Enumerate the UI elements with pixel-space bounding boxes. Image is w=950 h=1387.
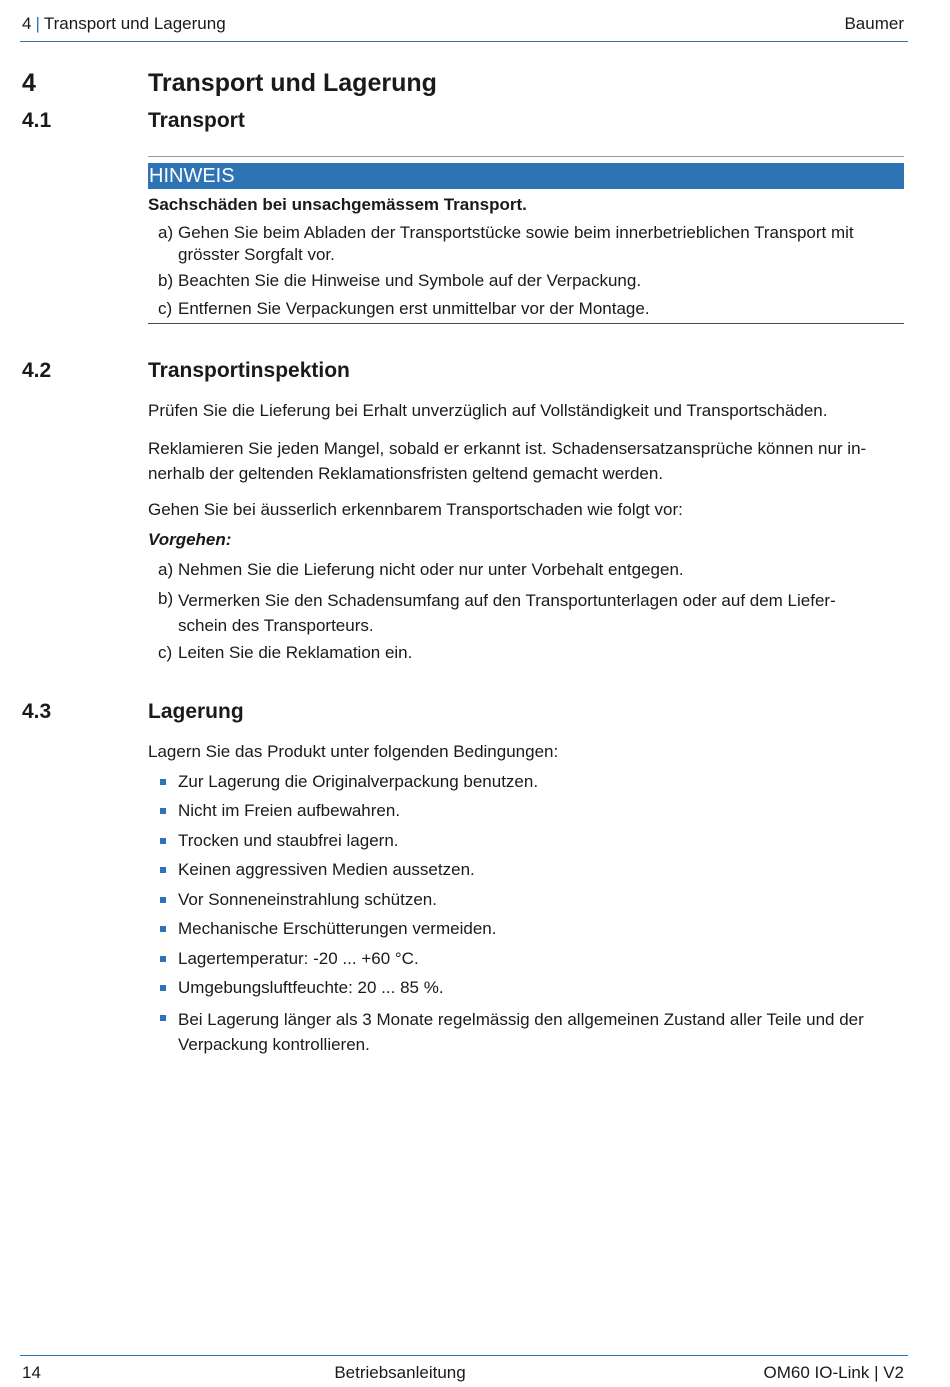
bullet-item — [178, 1007, 904, 1057]
bullet-item: Trocken und staubfrei lagern. — [178, 831, 399, 850]
bullet-marker — [160, 808, 166, 814]
notice-item-line: grösster Sorgfalt vor. — [178, 245, 335, 264]
section-4-1-number: 4.1 — [22, 109, 52, 132]
step-text: Nehmen Sie die Lieferung nicht oder nur unter Vorbehalt entgegen. — [178, 560, 684, 579]
notice-bottom-rule — [148, 323, 904, 324]
bullet-marker — [160, 1015, 166, 1021]
bullet-item: Keinen aggressiven Medien aussetzen. — [178, 860, 475, 879]
bullet-marker — [160, 956, 166, 962]
bullet-item: Umgebungsluftfeuchte: 20 ... 85 %. — [178, 978, 444, 997]
notice-item-letter: b) — [158, 271, 174, 290]
chapter-title: Transport und Lagerung — [148, 69, 437, 97]
bullet-marker — [160, 897, 166, 903]
section-4-1-title: Transport — [148, 109, 245, 132]
paragraph: Gehen Sie bei äusserlich erkennbarem Transportschaden wie folgt vor: — [148, 500, 683, 519]
notice-bar — [148, 163, 904, 189]
paragraph: Lagern Sie das Produkt unter folgenden Bedingungen: — [148, 742, 559, 761]
bullet-marker — [160, 926, 166, 932]
section-4-3-title: Lagerung — [148, 700, 244, 723]
notice-item-text: Beachten Sie die Hinweise und Symbole auf der Verpackung. — [178, 271, 642, 290]
header-chapter-number: 4 — [22, 14, 32, 33]
bullet-marker — [160, 985, 166, 991]
paragraph-line: Reklamieren Sie jeden Mangel, sobald er erkannt ist. Schadensersatzansprüche können nur in- — [148, 439, 867, 458]
notice-top-rule — [148, 156, 904, 157]
step-line: schein des Transporteurs. — [178, 616, 374, 635]
notice-item-text: Entfernen Sie Verpackungen erst unmittelbar vor der Montage. — [178, 299, 650, 318]
bullet-marker — [160, 867, 166, 873]
section-4-2-title: Transportinspektion — [148, 359, 350, 382]
notice-item-letter: a) — [158, 223, 174, 242]
footer-product: OM60 IO-Link | V2 — [763, 1363, 904, 1382]
header-separator: | — [35, 14, 40, 33]
header-brand: Baumer — [844, 14, 904, 33]
step-text — [178, 588, 904, 638]
notice-item-line: Gehen Sie beim Abladen der Transportstücke sowie beim innerbetrieblichen Transport mit — [178, 223, 854, 242]
footer-rule — [20, 1355, 908, 1356]
bullet-item: Nicht im Freien aufbewahren. — [178, 801, 401, 820]
running-header-chapter — [22, 14, 226, 34]
footer-doc-type: Betriebsanleitung — [334, 1363, 466, 1382]
bullet-item: Vor Sonneneinstrahlung schützen. — [178, 890, 437, 909]
procedure-label: Vorgehen: — [148, 530, 232, 549]
step-text: Leiten Sie die Reklamation ein. — [178, 643, 413, 662]
bullet-item-line: Verpackung kontrollieren. — [178, 1035, 370, 1054]
notice-label: HINWEIS — [149, 165, 235, 187]
page-number: 14 — [22, 1363, 41, 1382]
bullet-item-line: Bei Lagerung länger als 3 Monate regelmässig den allgemeinen Zustand aller Teile und der — [178, 1010, 864, 1029]
step-letter: a) — [158, 560, 174, 579]
bullet-item: Lagertemperatur: -20 ... +60 °C. — [178, 949, 419, 968]
chapter-number: 4 — [22, 69, 36, 97]
paragraph: Prüfen Sie die Lieferung bei Erhalt unverzüglich auf Vollständigkeit und Transportschäden. — [148, 401, 828, 420]
header-rule — [20, 41, 908, 42]
bullet-marker — [160, 779, 166, 785]
paragraph — [148, 436, 908, 486]
notice-heading: Sachschäden bei unsachgemässem Transport. — [148, 195, 527, 214]
section-4-3-number: 4.3 — [22, 700, 52, 723]
notice-item-text — [178, 222, 904, 266]
notice-item-letter: c) — [158, 299, 173, 318]
section-4-2-number: 4.2 — [22, 359, 52, 382]
bullet-item: Mechanische Erschütterungen vermeiden. — [178, 919, 497, 938]
header-chapter-title: Transport und Lagerung — [43, 14, 226, 33]
step-line: Vermerken Sie den Schadensumfang auf den Transportunterlagen oder auf dem Liefer- — [178, 591, 836, 610]
bullet-item: Zur Lagerung die Originalverpackung benutzen. — [178, 772, 539, 791]
step-letter: b) — [158, 589, 174, 608]
paragraph-line: nerhalb der geltenden Reklamationsfristen geltend gemacht werden. — [148, 464, 664, 483]
step-letter: c) — [158, 643, 173, 662]
bullet-marker — [160, 838, 166, 844]
